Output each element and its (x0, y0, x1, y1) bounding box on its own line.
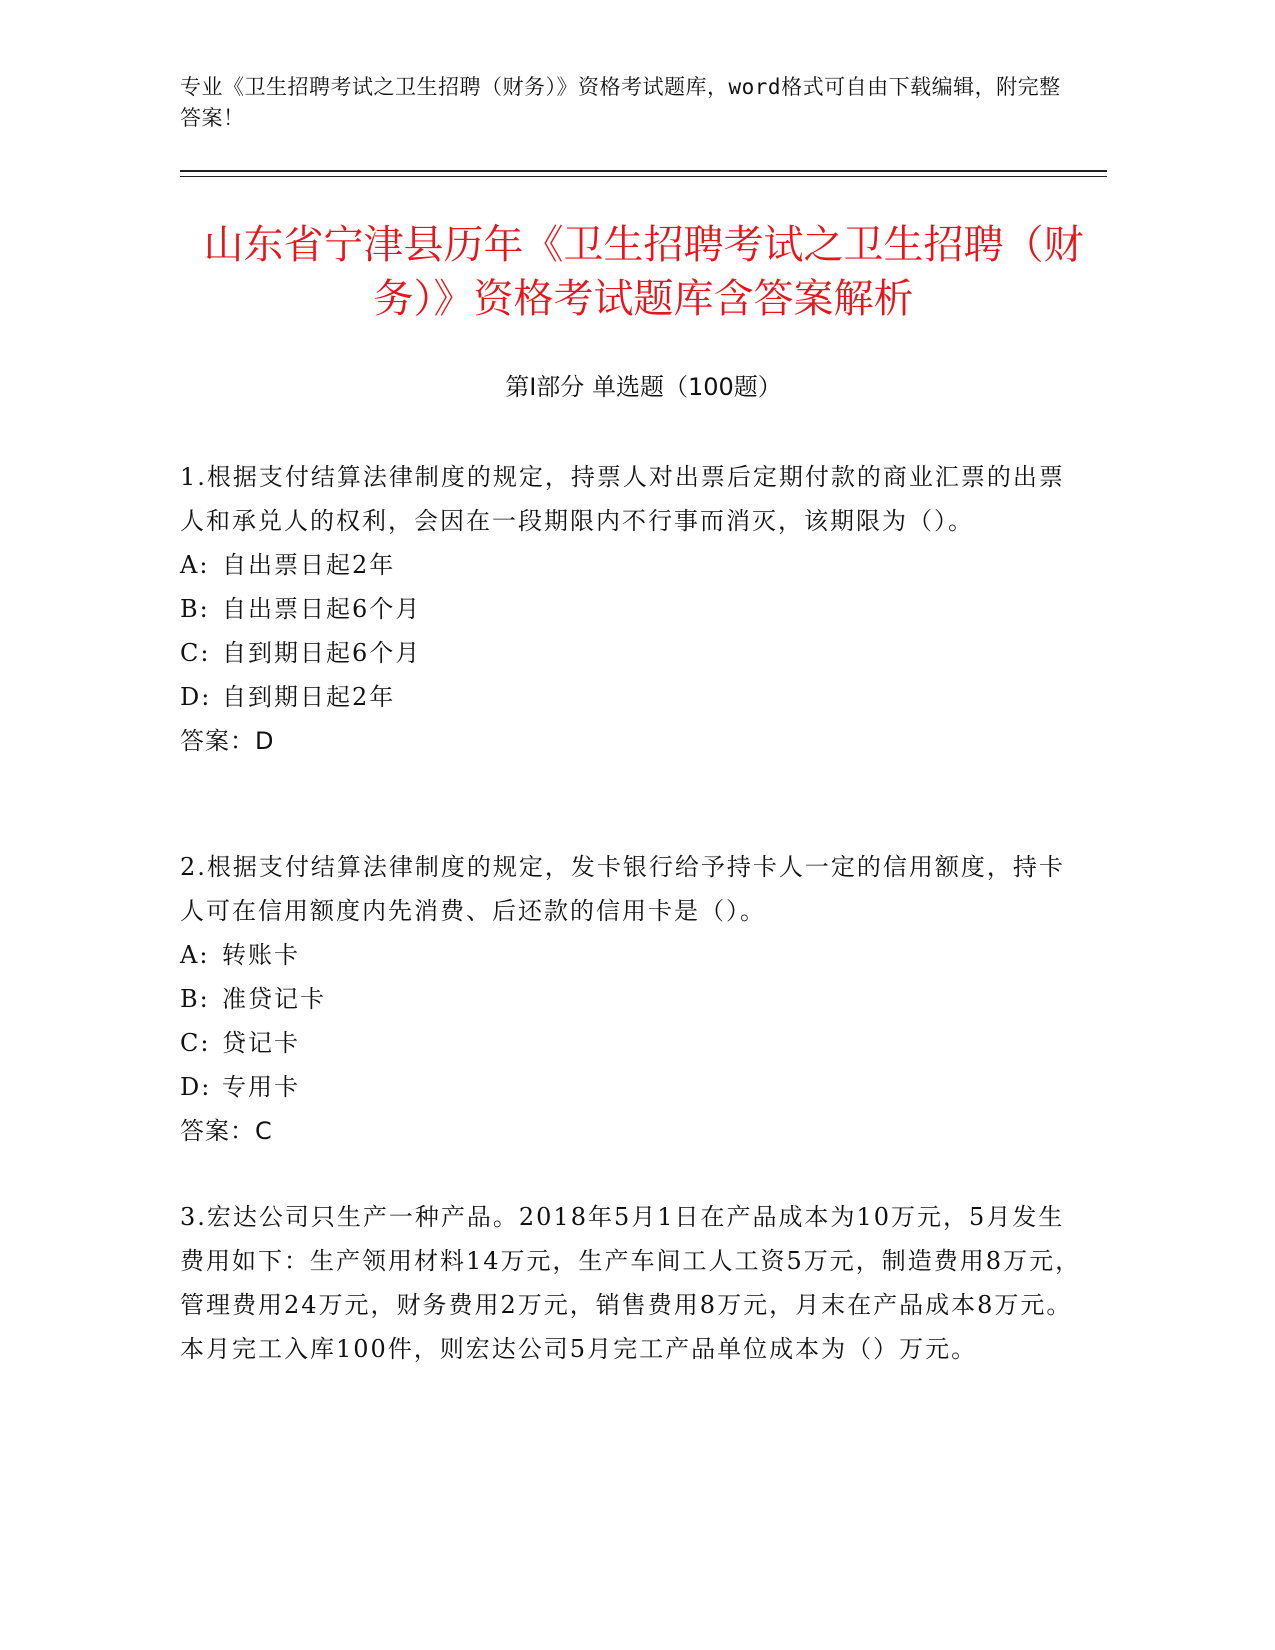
question-2 (180, 845, 1090, 1153)
header-divider-thick (180, 170, 1107, 172)
question-stem: 3.宏达公司只生产一种产品。2018年5月1日在产品成本为10万元，5月发生费用如下：生产领用材料14万元，生产车间工人工资5万元，制造费用8万元，管理费用24万元，财务费用2万元，销售费用8万元，月末在产品成本8万元。本月完工入库100件，则宏达公司5月完工产品单位成本为（）万元。 (180, 1203, 1082, 1363)
question-option-a (180, 933, 1090, 977)
option-text: 自出票日起6个月 (222, 595, 422, 623)
option-text: 自到期日起6个月 (222, 639, 422, 667)
option-letter: A: (180, 551, 210, 579)
question-stem: 1.根据支付结算法律制度的规定，持票人对出票后定期付款的商业汇票的出票人和承兑人的权利，会因在一段期限内不行事而消灭，该期限为（）。 (180, 463, 1065, 535)
question-3 (180, 1195, 1090, 1371)
question-answer: 答案：D (180, 727, 275, 755)
option-text: 贷记卡 (222, 1029, 300, 1057)
option-text: 专用卡 (222, 1073, 300, 1101)
question-stem: 2.根据支付结算法律制度的规定，发卡银行给予持卡人一定的信用额度，持卡人可在信用额度内先消费、后还款的信用卡是（）。 (180, 853, 1065, 925)
option-letter: D: (180, 683, 212, 711)
option-letter: A: (180, 941, 210, 969)
question-1 (180, 455, 1090, 763)
question-option-d (180, 1065, 1090, 1109)
option-text: 准贷记卡 (222, 985, 326, 1013)
question-option-c (180, 1021, 1090, 1065)
option-text: 自到期日起2年 (222, 683, 396, 711)
question-answer: 答案：C (180, 1117, 273, 1145)
header-note: 专业《卫生招聘考试之卫生招聘（财务）》资格考试题库，word格式可自由下载编辑，附完整答案！ (180, 75, 1061, 130)
question-option-c (180, 631, 1090, 675)
document-title: 山东省宁津县历年《卫生招聘考试之卫生招聘（财务）》资格考试题库含答案解析 (203, 222, 1084, 322)
option-letter: B: (180, 595, 210, 623)
question-option-b (180, 587, 1090, 631)
option-text: 自出票日起2年 (222, 551, 396, 579)
option-letter: D: (180, 1073, 212, 1101)
question-option-b (180, 977, 1090, 1021)
option-letter: C: (180, 1029, 211, 1057)
question-option-d (180, 675, 1090, 719)
option-text: 转账卡 (222, 941, 300, 969)
header-divider-thin (180, 176, 1107, 177)
option-letter: B: (180, 985, 210, 1013)
section-heading: 第Ⅰ部分 单选题（100题） (505, 373, 782, 401)
question-option-a (180, 543, 1090, 587)
option-letter: C: (180, 639, 211, 667)
